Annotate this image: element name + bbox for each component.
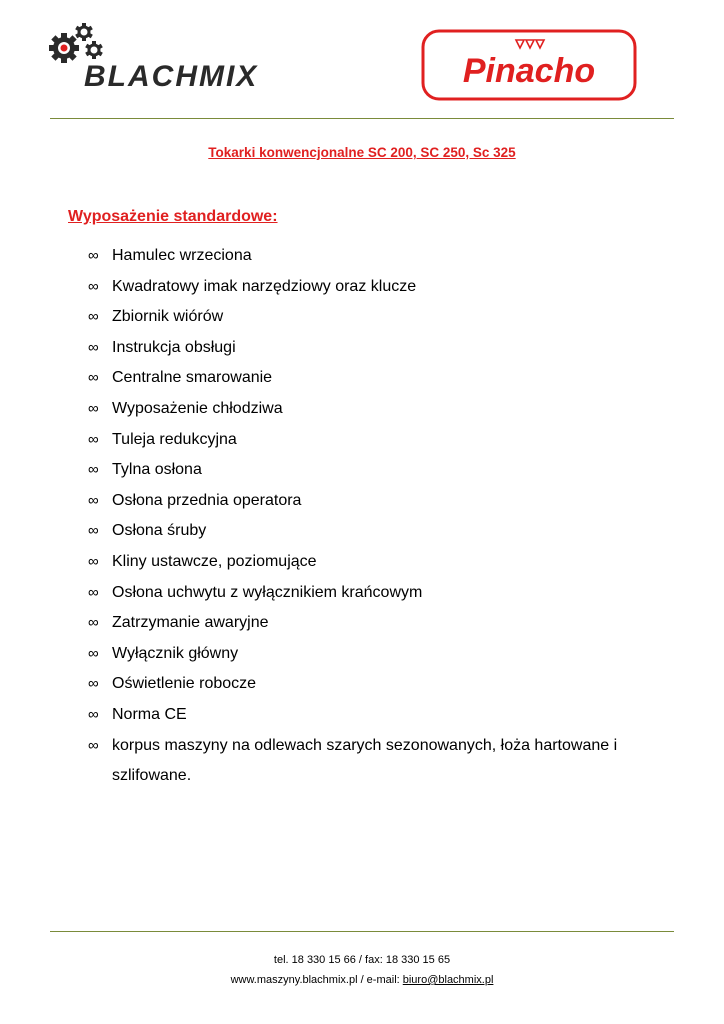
bullet-icon: ∞ [88, 705, 99, 723]
bullet-icon: ∞ [88, 522, 99, 540]
footer-contact-web [0, 974, 724, 986]
bullet-icon: ∞ [88, 430, 99, 448]
bullet-icon: ∞ [88, 399, 99, 417]
footer-email-link[interactable]: biuro@blachmix.pl [402, 974, 494, 986]
bullet-icon: ∞ [88, 277, 99, 295]
list-item [88, 425, 668, 456]
list-item-text: Tylna osłona [112, 461, 202, 479]
list-item-text: Osłona uchwytu z wyłącznikiem krańcowym [112, 583, 423, 601]
list-item-text: Wyposażenie chłodziwa [112, 399, 283, 417]
bullet-icon: ∞ [88, 247, 99, 264]
list-item-text: Hamulec wrzeciona [112, 247, 252, 264]
gears-icon [49, 23, 103, 63]
list-item [88, 547, 668, 578]
blachmix-logo-text: BLACHMIX [84, 60, 259, 93]
list-item-text: Instrukcja obsługi [112, 338, 236, 356]
bullet-icon: ∞ [88, 338, 99, 356]
bullet-icon: ∞ [88, 614, 99, 632]
list-item-text: Wyłącznik główny [112, 644, 239, 662]
footer-website: www.maszyny.blachmix.pl / e-mail: [230, 974, 403, 986]
pinacho-logo-text: Pinacho [462, 52, 596, 90]
bullet-icon: ∞ [88, 369, 99, 387]
blachmix-logo [44, 22, 289, 94]
list-item-text: Oświetlenie robocze [112, 675, 257, 693]
document-title: Tokarki konwencjonalne SC 200, SC 250, Sc 325 [208, 145, 516, 160]
list-item-text: Osłona śruby [112, 522, 207, 540]
list-item-text: Kliny ustawcze, poziomujące [112, 552, 317, 570]
bullet-icon: ∞ [88, 308, 99, 326]
footer-contact-phone: tel. 18 330 15 66 / fax: 18 330 15 65 [273, 954, 451, 966]
list-item [88, 486, 668, 517]
list-item-text: Zbiornik wiórów [112, 308, 224, 326]
list-item [88, 669, 668, 700]
list-item [88, 455, 668, 486]
list-item [88, 333, 668, 364]
bullet-icon: ∞ [88, 583, 99, 601]
list-item [88, 241, 668, 272]
list-item [88, 731, 668, 792]
bullet-icon: ∞ [88, 552, 99, 570]
bullet-icon: ∞ [88, 491, 99, 509]
bullet-icon: ∞ [88, 644, 99, 662]
list-item [88, 608, 668, 639]
pinacho-logo [420, 28, 638, 102]
list-item [88, 516, 668, 547]
list-item-text: Osłona przednia operatora [112, 491, 302, 509]
bullet-icon: ∞ [88, 461, 99, 479]
list-item-text: korpus maszyny na odlewach szarych sezonowanych, łoża hartowane i szlifowane. [112, 736, 618, 785]
bullet-icon: ∞ [88, 736, 99, 754]
list-item-text: Kwadratowy imak narzędziowy oraz klucze [112, 277, 417, 295]
list-item-text: Tuleja redukcyjna [112, 430, 237, 448]
list-item-text: Zatrzymanie awaryjne [112, 614, 269, 632]
list-item-text: Norma CE [112, 705, 187, 723]
equipment-list [88, 241, 668, 792]
list-item [88, 394, 668, 425]
list-item [88, 700, 668, 731]
list-item [88, 272, 668, 303]
bullet-icon: ∞ [88, 675, 99, 693]
list-item [88, 639, 668, 670]
section-heading: Wyposażenie standardowe: [68, 208, 278, 225]
list-item [88, 578, 668, 609]
header-divider [50, 118, 674, 119]
footer-divider [50, 931, 674, 932]
list-item [88, 363, 668, 394]
list-item [88, 302, 668, 333]
list-item-text: Centralne smarowanie [112, 369, 273, 387]
